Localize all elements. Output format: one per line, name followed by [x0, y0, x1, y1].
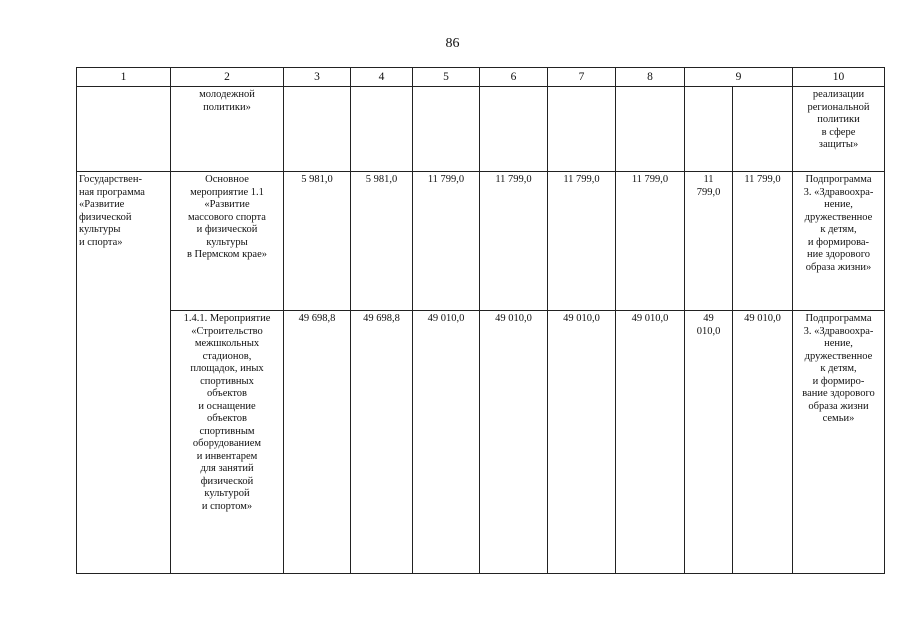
header-col-6: 6 — [480, 68, 548, 87]
header-col-5: 5 — [413, 68, 480, 87]
row-2-col-9b: 11 799,0 — [733, 172, 793, 311]
program-table — [76, 67, 885, 574]
row-3-col-2: 1.4.1. Мероприятие «Строительство межшкольных стадионов, площадок, иных спортивных объектов и оснащение объектов спортивным оборудованием и инвентарем для занятий физической культурой и спортом» — [171, 311, 284, 574]
table-row — [77, 172, 885, 311]
header-row — [77, 68, 885, 87]
header-col-7: 7 — [548, 68, 616, 87]
row-1-col-6 — [480, 87, 548, 172]
header-col-9: 9 — [685, 68, 793, 87]
page-number: 86 — [445, 36, 460, 51]
row-2-col-1: Государствен- ная программа «Развитие физической культуры и спорта» — [77, 172, 171, 574]
row-3-col-6: 49 010,0 — [480, 311, 548, 574]
row-2-col-2: Основное мероприятие 1.1 «Развитие массового спорта и физической культуры в Пермском крае» — [171, 172, 284, 311]
header-col-3: 3 — [284, 68, 351, 87]
table-row — [77, 87, 885, 172]
row-2-col-6: 11 799,0 — [480, 172, 548, 311]
row-1-col-8 — [616, 87, 685, 172]
row-2-col-5: 11 799,0 — [413, 172, 480, 311]
row-3-col-4: 49 698,8 — [351, 311, 413, 574]
row-1-col-7 — [548, 87, 616, 172]
header-col-4: 4 — [351, 68, 413, 87]
row-2-col-3: 5 981,0 — [284, 172, 351, 311]
header-col-8: 8 — [616, 68, 685, 87]
row-2-col-7: 11 799,0 — [548, 172, 616, 311]
row-3-col-8: 49 010,0 — [616, 311, 685, 574]
row-1-col-4 — [351, 87, 413, 172]
table-row — [77, 311, 885, 574]
row-1-col-2: молодежной политики» — [171, 87, 284, 172]
row-2-col-8: 11 799,0 — [616, 172, 685, 311]
row-3-col-9b: 49 010,0 — [733, 311, 793, 574]
row-1-col-1 — [77, 87, 171, 172]
row-3-col-3: 49 698,8 — [284, 311, 351, 574]
header-col-10: 10 — [793, 68, 885, 87]
row-3-col-5: 49 010,0 — [413, 311, 480, 574]
row-2-col-9a: 11 799,0 — [685, 172, 733, 311]
row-1-col-3 — [284, 87, 351, 172]
row-2-col-4: 5 981,0 — [351, 172, 413, 311]
row-3-col-7: 49 010,0 — [548, 311, 616, 574]
row-2-col-10: Подпрограмма 3. «Здравоохра- нение, дружественное к детям, и формирова- ние здорового образа жизни» — [793, 172, 885, 311]
row-1-col-9a — [685, 87, 733, 172]
row-1-col-10: реализации региональной политики в сфере защиты» — [793, 87, 885, 172]
header-col-2: 2 — [171, 68, 284, 87]
row-1-col-9b — [733, 87, 793, 172]
header-col-1: 1 — [77, 68, 171, 87]
row-3-col-10: Подпрограмма 3. «Здравоохра- нение, дружественное к детям, и формиро- вание здорового образа жизни семьи» — [793, 311, 885, 574]
row-3-col-9a: 49 010,0 — [685, 311, 733, 574]
row-1-col-5 — [413, 87, 480, 172]
